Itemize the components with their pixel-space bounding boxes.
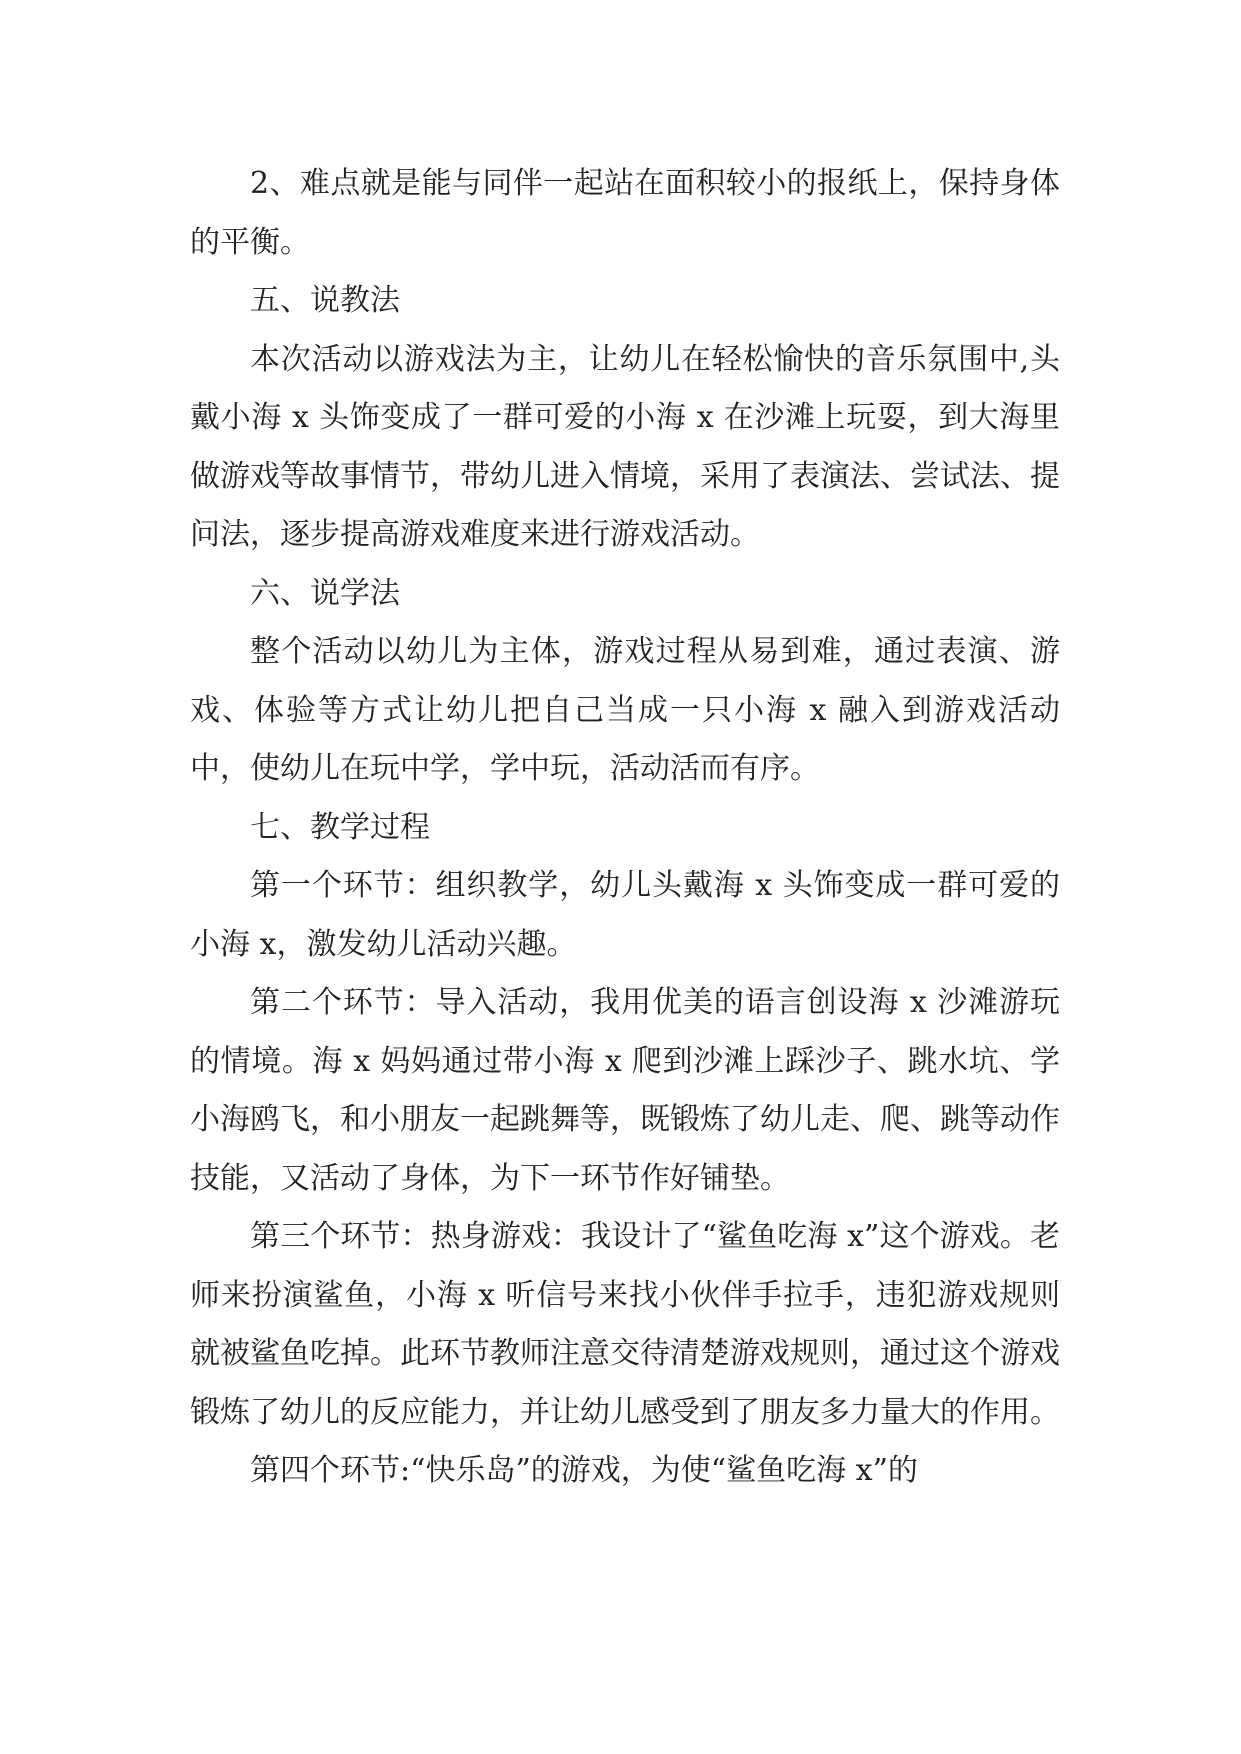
paragraph-difficulty-2: 2、难点就是能与同伴一起站在面积较小的报纸上，保持身体的平衡。 [190,166,1060,260]
paragraph-step-3: 第三个环节：热身游戏：我设计了“鲨鱼吃海 x”这个游戏。老师来扮演鲨鱼，小海 x 听信号来找小伙伴手拉手，违犯游戏规则就被鲨鱼吃掉。此环节教师注意交待清楚游戏规则，通过这个游戏锻炼了幼儿的反应能力，并让幼儿感受到了朋友多力量大的作用。 [190,1219,1060,1430]
section-heading-teaching-method: 五、说教法 [250,283,400,318]
section-heading-learning-method: 六、说学法 [250,575,400,611]
paragraph-step-1: 第一个环节：组织教学，幼儿头戴海 x 头饰变成一群可爱的小海 x，激发幼儿活动兴趣。 [190,868,1060,962]
paragraph-step-2: 第二个环节：导入活动，我用优美的语言创设海 x 沙滩游玩的情境。海 x 妈妈通过带小海 x 爬到沙滩上踩沙子、跳水坑、学小海鸥飞，和小朋友一起跳舞等，既锻炼了幼儿走、爬、跳等动作技能，又活动了身体，为下一环节作好铺垫。 [190,985,1060,1196]
paragraph-teaching-method: 本次活动以游戏法为主，让幼儿在轻松愉快的音乐氛围中,头戴小海 x 头饰变成了一群可爱的小海 x 在沙滩上玩耍，到大海里做游戏等故事情节，带幼儿进入情境，采用了表演法、尝试法、提问法，逐步提高游戏难度来进行游戏活动。 [190,341,1060,552]
document-body [190,155,1060,1501]
paragraph-learning-method: 整个活动以幼儿为主体，游戏过程从易到难，通过表演、游戏、体验等方式让幼儿把自己当成一只小海 x 融入到游戏活动中，使幼儿在玩中学，学中玩，活动活而有序。 [190,634,1060,786]
section-heading-teaching-process: 七、教学过程 [250,809,430,845]
paragraph-step-4: 第四个环节:“快乐岛”的游戏，为使“鲨鱼吃海 x”的 [250,1453,918,1488]
